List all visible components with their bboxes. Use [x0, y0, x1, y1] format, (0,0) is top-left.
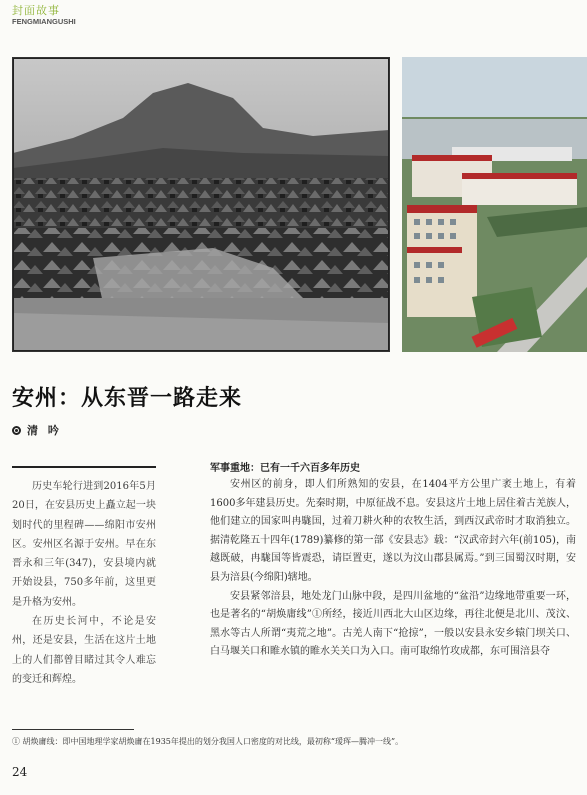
author-bullet-icon	[12, 426, 21, 435]
body-paragraph: 安州区的前身，即人们所熟知的安县，在1404平方公里广袤土地上，有着1600多年建县历史。先秦时期，中原征战不息。安县这片土地上居住着古羌族人，他们建立的国家叫冉駹国，过着刀耕火种的农牧生活，到西汉武帝时才取消独立。据清乾隆五十四年(1789)纂修的第一部《安县志》载：“汉武帝封六年(前105)，南越既破，冉駹国等皆震恐，请臣置吏，遂以为汶山郡县属焉。”到三国蜀汉时期，安县为涪县(今绵阳)辖地。	[210, 479, 576, 583]
author-line	[12, 422, 62, 438]
footnote-divider	[12, 729, 134, 730]
column-title: 封面故事	[12, 4, 60, 17]
section-heading: 军事重地：已有一千六百多年历史	[210, 463, 360, 474]
historic-town-photo	[12, 57, 390, 352]
lead-paragraph: 在历史长河中，不论是安州，还是安县，生活在这片土地上的人们都曾目睹过其令人难忘的变迁和辉煌。	[12, 616, 156, 685]
author-name: 清 吟	[27, 424, 62, 437]
footnote: ① 胡焕庸线：即中国地理学家胡焕庸在1935年提出的划分我国人口密度的对比线，最初称“瑷珲—腾冲一线”。	[12, 737, 404, 746]
body-paragraph: 安县紧邻涪县，地处龙门山脉中段，是四川盆地的“盆沿”边缘地带重要一环，也是著名的“胡焕庸线”①所经，接近川西北大山区边缘，再往北便是北川、茂汶、黑水等古人所谓“夷荒之地”。古羌人南下“抢掠”，一般以安县永安乡辕门坝关口、白马堰关口和睢水镇的睢水关关口为入口。南可取绵竹攻成都，东可围涪县夺	[210, 590, 576, 658]
lead-paragraph: 历史车轮行进到2016年5月20日，在安县历史上矗立起一块划时代的里程碑——绵阳市安州区。安州区名源于安州。早在东晋永和三年(347)，安县境内就开始设县，750多年前，这里更是升格为安州。	[12, 481, 156, 608]
column-header	[12, 2, 76, 26]
lead-column	[12, 466, 156, 689]
page-number: 24	[12, 765, 28, 779]
column-title-pinyin: FENGMIANGUSHI	[12, 17, 76, 26]
modern-district-photo	[402, 57, 587, 352]
article-title: 安州：从东晋一路走来	[12, 386, 243, 411]
main-body	[210, 459, 576, 662]
